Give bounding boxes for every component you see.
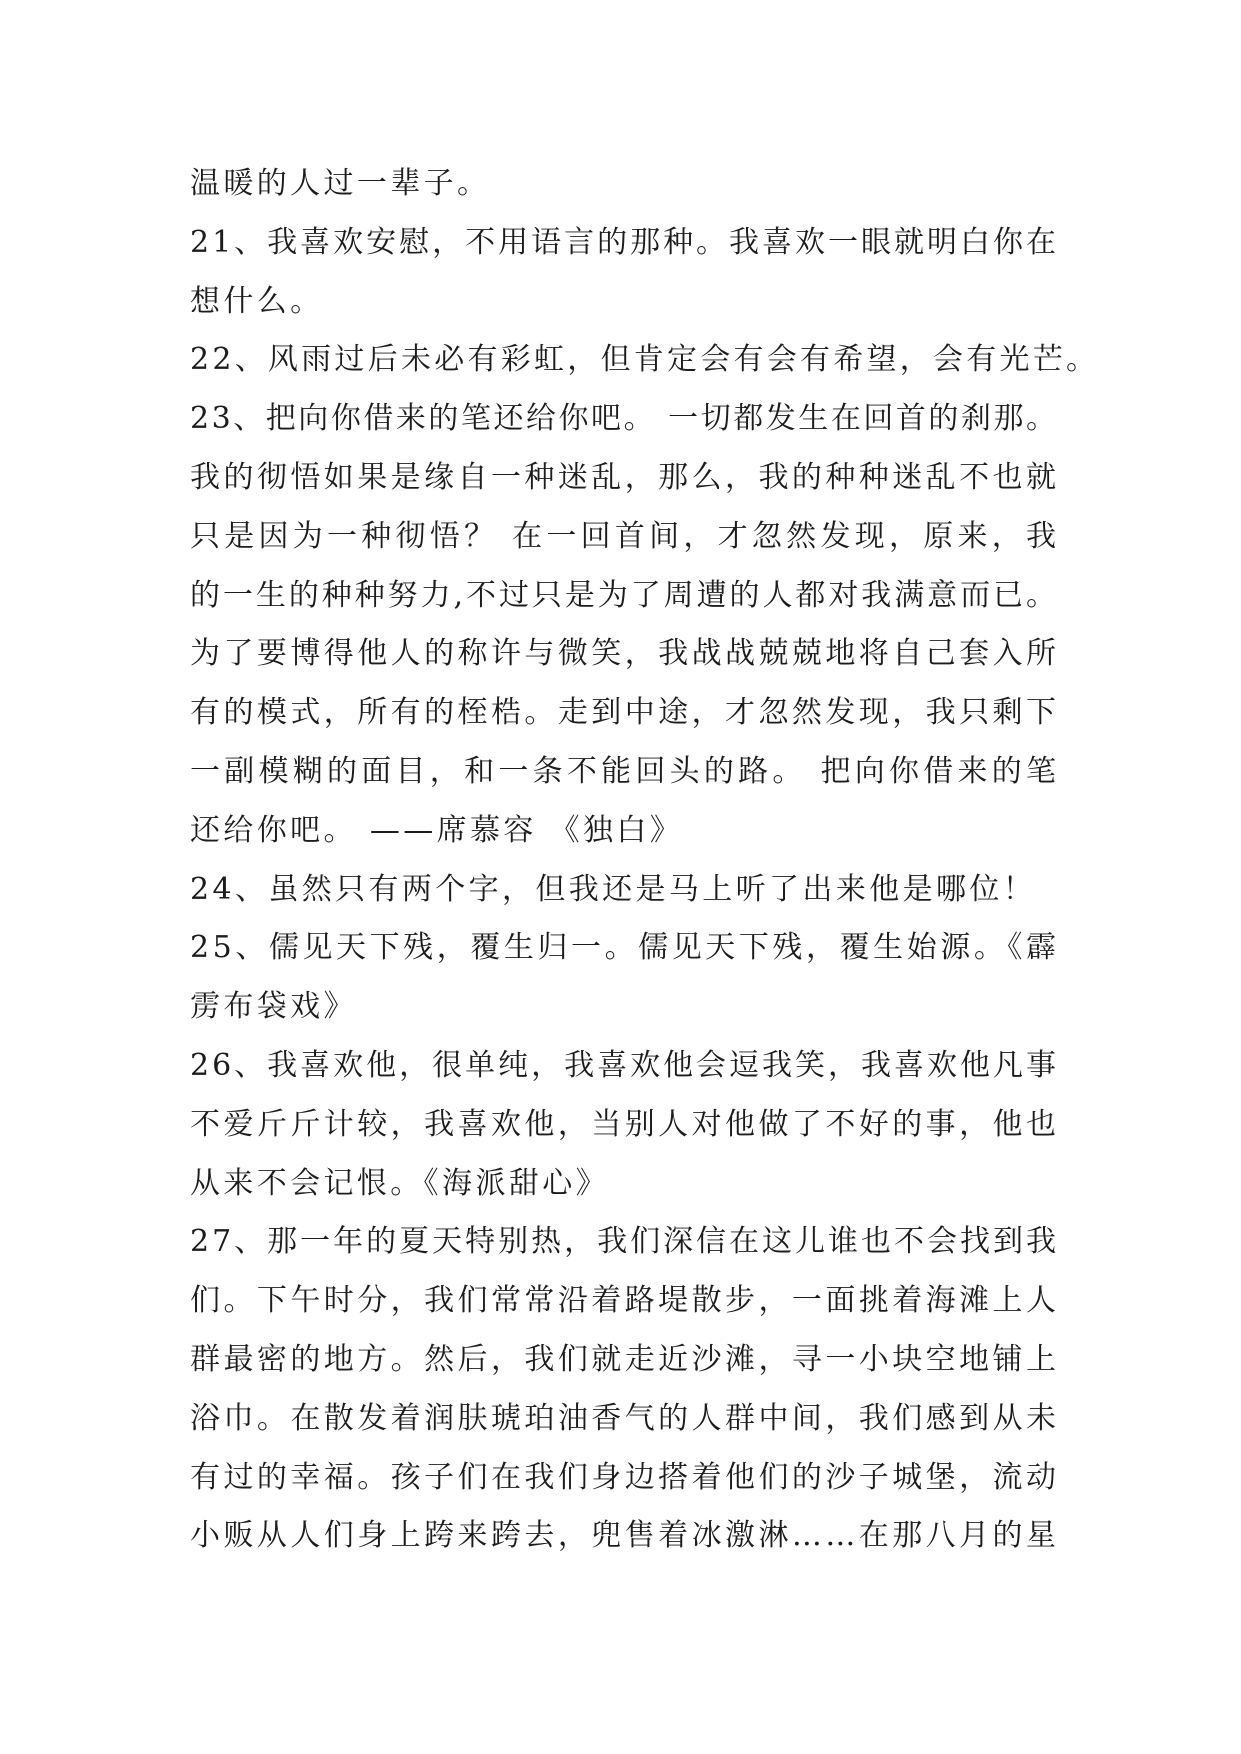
text-line: 为了要博得他人的称许与微笑，我战战兢兢地将自己套入所: [190, 636, 1060, 672]
text-line: 群最密的地方。然后，我们就走近沙滩，寻一小块空地铺上: [190, 1341, 1060, 1377]
paragraph-20-continued: [190, 155, 1056, 214]
text-line: 21、我喜欢安慰，不用语言的那种。我喜欢一眼就明白你在: [190, 224, 1059, 260]
text-line: 只是因为一种彻悟？ 在一回首间，才忽然发现，原来，我: [190, 518, 1061, 554]
text-line: 我的彻悟如果是缘自一种迷乱，那么，我的种种迷乱不也就: [190, 459, 1060, 495]
paragraph-21: [190, 214, 1059, 332]
text-line: 有的模式，所有的桎梏。走到中途，才忽然发现，我只剩下: [190, 695, 1060, 731]
paragraph-23: [190, 390, 1061, 860]
text-line: 从来不会记恨。《海派甜心》: [190, 1165, 609, 1201]
paragraph-24: [190, 861, 1056, 920]
text-line: 浴巾。在散发着润肤琥珀油香气的人群中间，我们感到从未: [190, 1400, 1060, 1436]
paragraph-25: [190, 919, 1060, 1037]
text-line: 23、把向你借来的笔还给你吧。 一切都发生在回首的刹那。: [190, 401, 1059, 437]
text-line: 的一生的种种努力,不过只是为了周遭的人都对我满意而已。: [190, 577, 1059, 613]
text-line: 小贩从人们身上跨来跨去，兜售着冰激淋……在那八月的星: [190, 1518, 1060, 1554]
paragraph-22: [190, 331, 1100, 390]
text-line: 还给你吧。 ——席慕容 《独白》: [190, 812, 684, 848]
paragraph-27: [190, 1213, 1060, 1566]
text-line: 一副模糊的面目，和一条不能回头的路。 把向你借来的笔: [190, 753, 1061, 789]
text-line: 24、虽然只有两个字，但我还是马上听了出来他是哪位！: [190, 871, 1037, 907]
text-line: 雳布袋戏》: [190, 989, 357, 1025]
text-line: 想什么。: [190, 283, 324, 319]
text-line: 们。下午时分，我们常常沿着路堤散步，一面挑着海滩上人: [190, 1283, 1060, 1319]
text-line: 22、风雨过后未必有彩虹，但肯定会有会有希望，会有光芒。: [190, 342, 1100, 378]
text-line: 温暖的人过一辈子。: [190, 166, 491, 201]
text-line: 26、我喜欢他，很单纯，我喜欢他会逗我笑，我喜欢他凡事: [190, 1047, 1059, 1083]
text-line: 27、那一年的夏天特别热，我们深信在这儿谁也不会找到我: [190, 1224, 1059, 1260]
text-line: 有过的幸福。孩子们在我们身边搭着他们的沙子城堡，流动: [190, 1459, 1060, 1495]
text-line: 25、儒见天下残，覆生归一。儒见天下残，覆生始源。《霹: [190, 930, 1060, 966]
document-body: [190, 155, 1100, 1566]
text-line: 不爱斤斤计较，我喜欢他，当别人对他做了不好的事，他也: [190, 1106, 1060, 1142]
paragraph-26: [190, 1037, 1060, 1213]
